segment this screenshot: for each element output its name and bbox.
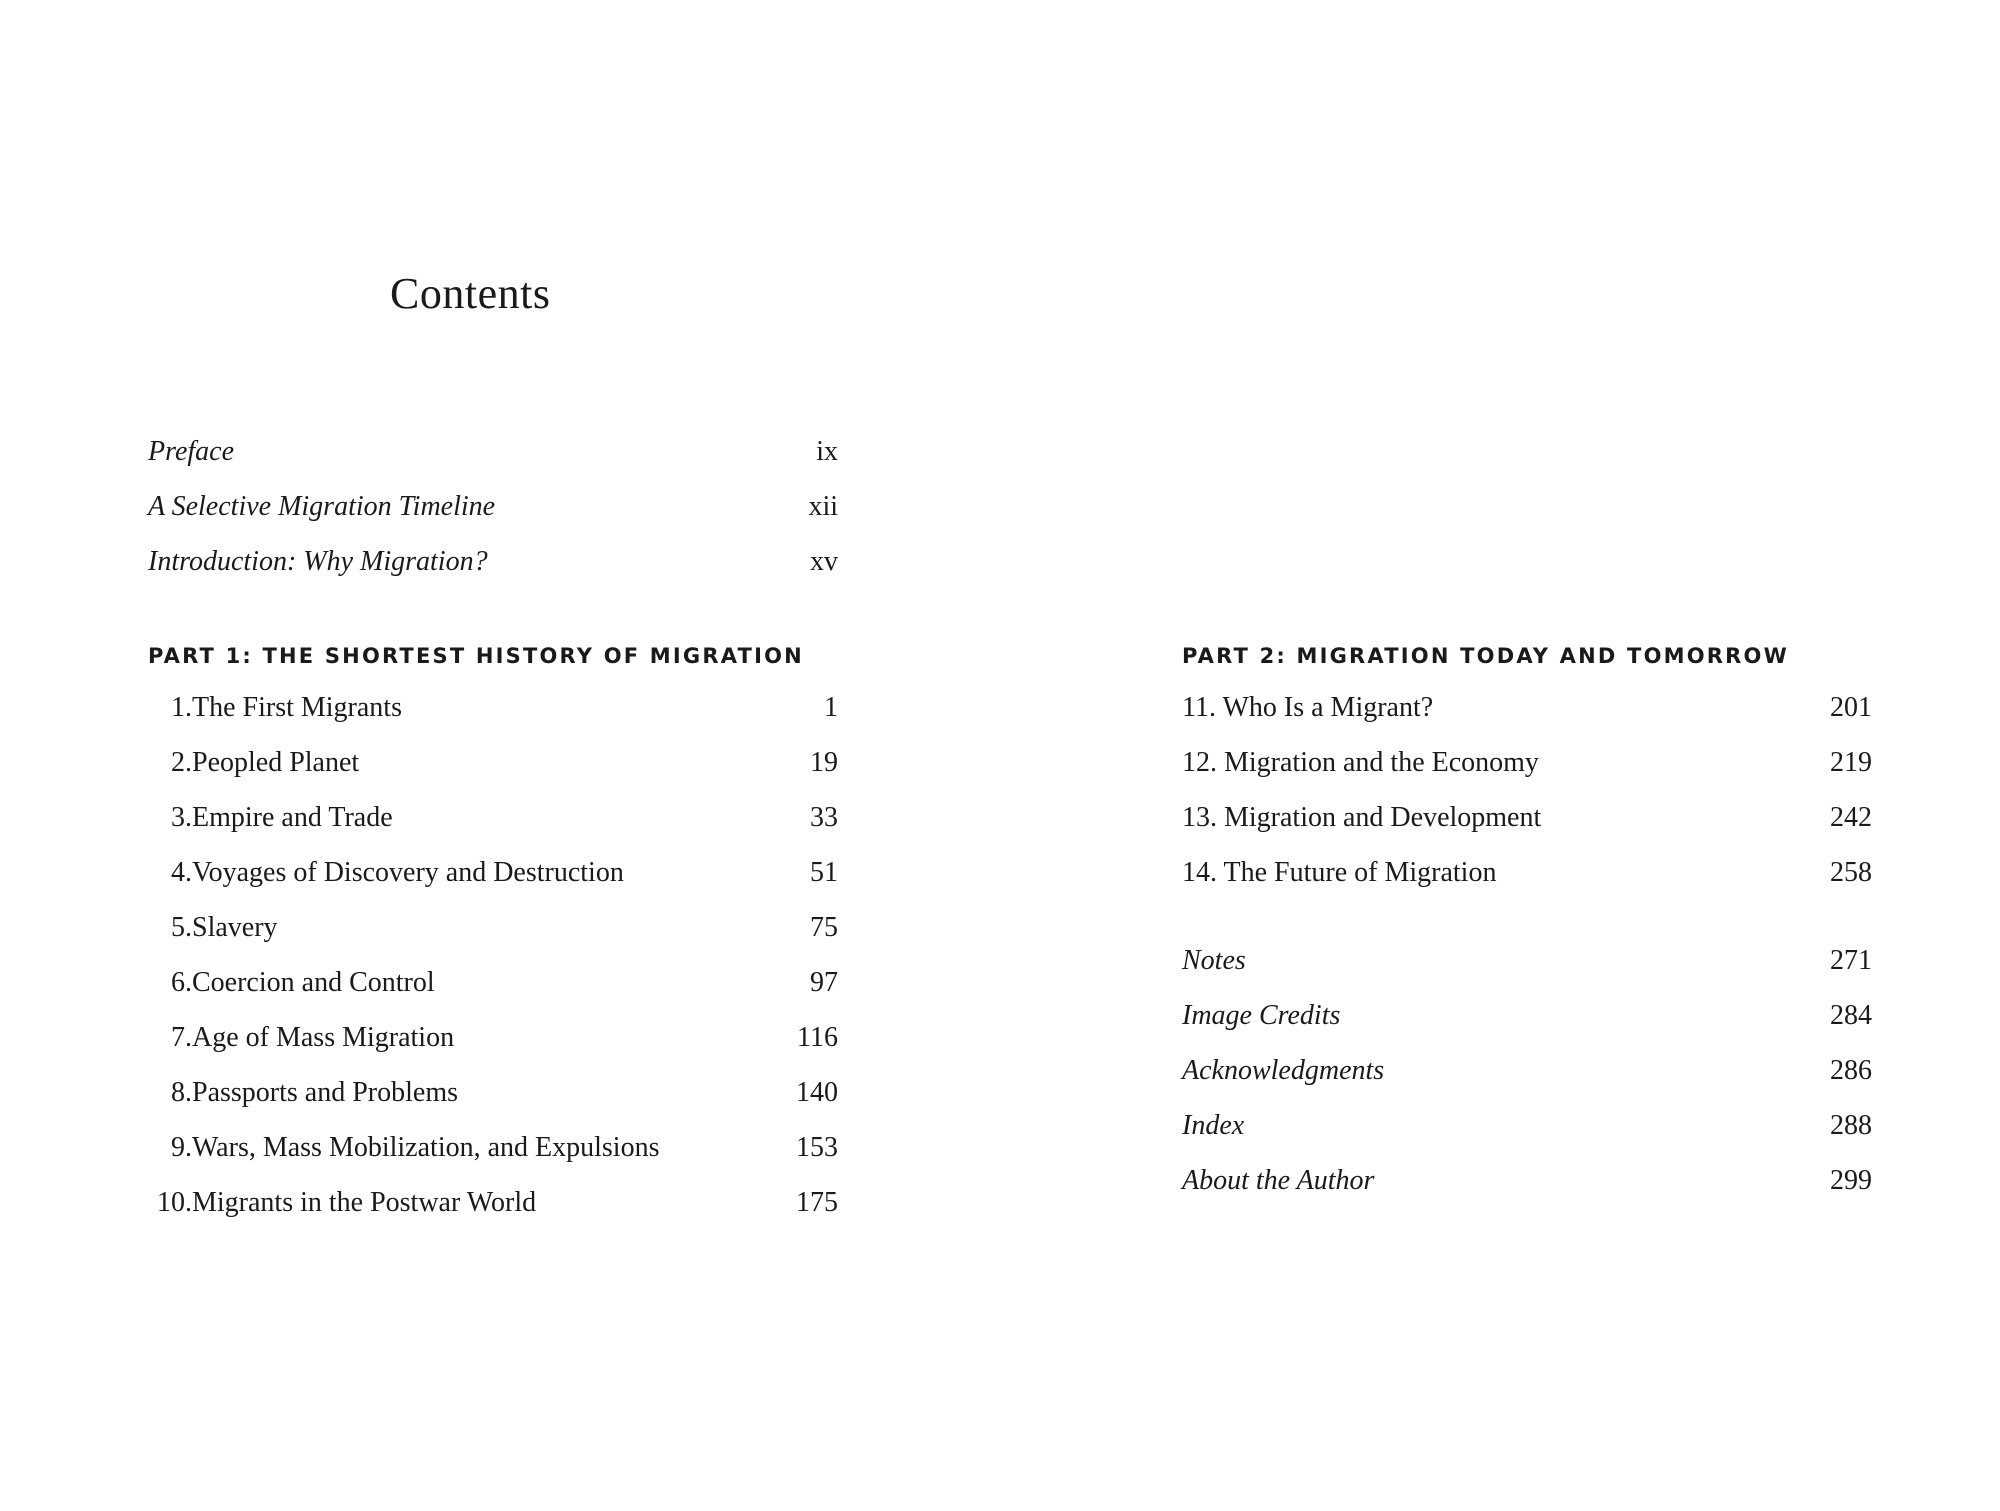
toc-entry-notes[interactable] <box>1182 941 1872 981</box>
entry-page-number: ix <box>816 436 838 467</box>
chapter-title-text: The Future of Migration <box>1223 857 1497 888</box>
chapter-page-number: 140 <box>796 1077 838 1108</box>
chapter-number: 3. <box>171 802 192 833</box>
chapter-page-number: 116 <box>797 1022 838 1053</box>
toc-chapter-14[interactable] <box>1182 853 1872 893</box>
chapter-number: 13. <box>1182 802 1217 833</box>
toc-entry-acknowledgments[interactable] <box>1182 1051 1872 1091</box>
toc-chapter-4[interactable] <box>148 853 838 893</box>
entry-page-number: 271 <box>1830 945 1872 976</box>
chapter-title-text: Migration and the Economy <box>1224 747 1539 778</box>
chapter-page-number: 75 <box>810 912 838 943</box>
chapter-page-number: 201 <box>1830 692 1872 723</box>
toc-chapter-8[interactable] <box>148 1073 838 1113</box>
chapter-number: 8. <box>171 1077 192 1108</box>
entry-title: Index <box>1182 1110 1245 1141</box>
entry-title: Notes <box>1182 945 1246 976</box>
toc-chapter-5[interactable] <box>148 908 838 948</box>
chapter-title: Empire and Trade <box>192 802 393 833</box>
chapter-page-number: 51 <box>810 857 838 888</box>
chapter-number: 5. <box>171 912 192 943</box>
toc-entry-index[interactable] <box>1182 1106 1872 1146</box>
toc-chapter-11[interactable] <box>1182 688 1872 728</box>
chapter-title <box>1182 688 1433 728</box>
chapter-number: 9. <box>171 1132 192 1163</box>
toc-chapter-10[interactable] <box>148 1183 838 1223</box>
chapter-page-number: 242 <box>1830 802 1872 833</box>
toc-chapter-9[interactable] <box>148 1128 838 1168</box>
chapter-title <box>1182 853 1496 893</box>
toc-chapter-13[interactable] <box>1182 798 1872 838</box>
toc-chapter-7[interactable] <box>148 1018 838 1058</box>
chapter-number: 14. <box>1182 857 1217 888</box>
part-2-heading: PART 2: MIGRATION TODAY AND TOMORROW <box>1182 644 1789 668</box>
toc-chapter-1[interactable] <box>148 688 838 728</box>
chapter-title: Peopled Planet <box>192 747 360 778</box>
chapter-number: 4. <box>171 857 192 888</box>
entry-page-number: 288 <box>1830 1110 1872 1141</box>
toc-entry-introduction[interactable] <box>148 542 838 582</box>
toc-chapter-12[interactable] <box>1182 743 1872 783</box>
entry-page-number: 286 <box>1830 1055 1872 1086</box>
toc-entry-timeline[interactable] <box>148 487 838 527</box>
chapter-page-number: 97 <box>810 967 838 998</box>
toc-chapter-6[interactable] <box>148 963 838 1003</box>
chapter-page-number: 175 <box>796 1187 838 1218</box>
chapter-number: 2. <box>171 747 192 778</box>
entry-title: Image Credits <box>1182 1000 1341 1031</box>
chapter-number: 7. <box>171 1022 192 1053</box>
chapter-title: Voyages of Discovery and Destruction <box>192 857 624 888</box>
chapter-title: Passports and Problems <box>192 1077 458 1108</box>
chapter-title-text: Migration and Development <box>1224 802 1542 833</box>
page-title: Contents <box>390 269 551 318</box>
chapter-title: Migrants in the Postwar World <box>192 1187 537 1218</box>
chapter-page-number: 1 <box>824 692 838 723</box>
part-1-heading: PART 1: THE SHORTEST HISTORY OF MIGRATION <box>148 644 804 668</box>
chapter-page-number: 153 <box>796 1132 838 1163</box>
entry-page-number: xii <box>808 491 838 522</box>
chapter-title: Slavery <box>192 912 278 943</box>
entry-title: A Selective Migration Timeline <box>148 491 496 522</box>
chapter-page-number: 33 <box>810 802 838 833</box>
chapter-page-number: 258 <box>1830 857 1872 888</box>
toc-entry-about-the-author[interactable] <box>1182 1161 1872 1201</box>
chapter-title-text: Who Is a Migrant? <box>1222 692 1434 723</box>
chapter-page-number: 19 <box>810 747 838 778</box>
entry-title: Introduction: Why Migration? <box>148 546 488 577</box>
chapter-title: The First Migrants <box>192 692 402 723</box>
chapter-number: 11. <box>1182 692 1216 723</box>
chapter-number: 12. <box>1182 747 1217 778</box>
chapter-number: 10. <box>157 1187 192 1218</box>
toc-entry-image-credits[interactable] <box>1182 996 1872 1036</box>
chapter-title: Coercion and Control <box>192 967 435 998</box>
chapter-title <box>1182 798 1541 838</box>
chapter-title <box>1182 743 1539 783</box>
entry-page-number: xv <box>810 546 838 577</box>
chapter-title: Age of Mass Migration <box>192 1022 455 1053</box>
chapter-page-number: 219 <box>1830 747 1872 778</box>
toc-chapter-3[interactable] <box>148 798 838 838</box>
entry-title: Preface <box>148 436 235 467</box>
toc-chapter-2[interactable] <box>148 743 838 783</box>
entry-title: Acknowledgments <box>1182 1055 1385 1086</box>
entry-title: About the Author <box>1182 1165 1375 1196</box>
chapter-title: Wars, Mass Mobilization, and Expulsions <box>192 1132 660 1163</box>
chapter-number: 6. <box>171 967 192 998</box>
chapter-number: 1. <box>171 692 192 723</box>
toc-entry-preface[interactable] <box>148 432 838 472</box>
entry-page-number: 299 <box>1830 1165 1872 1196</box>
entry-page-number: 284 <box>1830 1000 1872 1031</box>
